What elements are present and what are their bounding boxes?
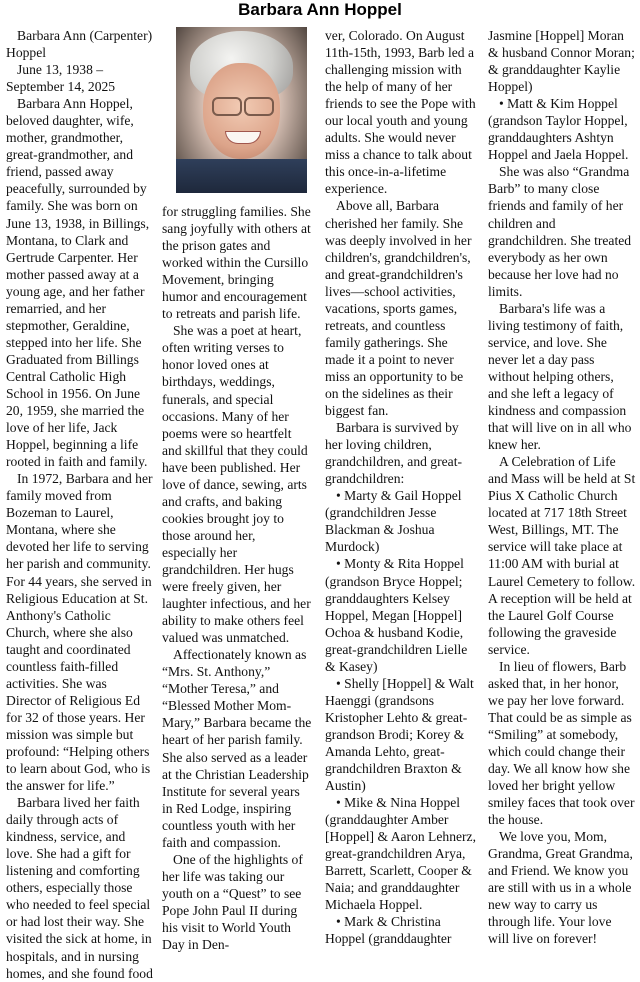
paragraph: She was a poet at heart, often writing verses to honor loved ones at birthdays, weddings, funerals, and special occasions. Many of her poems were so heartfelt and skillful that they could have been published. Her love of dance, sewing, arts and crafts, and baking cookies brought joy to those around her, especially her grandchildren. Her hugs were freely given, her laughter infectious, and her ability to make others feel valued was unmatched. (162, 323, 311, 646)
paragraph: She was also “Grandma Barb” to many close friends and family of her children and grandchildren. She treated everybody as her own because her love had no limits. (488, 164, 632, 299)
portrait-glasses-left (212, 97, 242, 116)
paragraph: Affectionately known as “Mrs. St. Anthony,” “Mother Teresa,” and “Blessed Mother Mom-Mary,” Barbara became the heart of her parish family. She also served as a leader at the Christian Leadership Institute for several years in Red Lodge, inspiring countless youth with her faith and compassion. (162, 647, 312, 850)
survivor-list-item: Jasmine [Hoppel] Moran & husband Connor Moran; & granddaughter Kaylie Hoppel) (488, 28, 635, 95)
portrait-photo (176, 27, 307, 193)
obituary-title: Barbara Ann Hoppel (238, 0, 402, 19)
column-3 (325, 27, 477, 948)
survivor-list-item: • Mark & Christina Hoppel (granddaughter (325, 914, 452, 947)
column-2 (162, 203, 312, 953)
paragraph: Barbara is survived by her loving children, grandchildren, and great-grandchildren: (325, 420, 463, 487)
paragraph: One of the highlights of her life was taking our youth on a “Quest” to see Pope John Paul II during his visit to World Youth Day in Den- (162, 851, 303, 953)
paragraph: Above all, Barbara cherished her family. She was deeply involved in her children's, grandchildren's, and great-grandchildren's lives—school activities, vacations, sports games, retreats, and countless family gatherings. She made it a point to never miss an opportunity to be on the sidelines as their biggest fan. (325, 198, 472, 419)
portrait-glasses-right (244, 97, 274, 116)
survivor-list-item: • Mike & Nina Hoppel (granddaughter Amber [Hoppel] & Aaron Lehnerz, great-grandchildren Arya, Barrett, Scarlett, Cooper & Naia; and granddaughter Michaela Hoppel. (325, 795, 476, 913)
column-1 (6, 27, 154, 982)
portrait-shirt (176, 159, 307, 193)
survivor-list-item: • Matt & Kim Hoppel (grandson Taylor Hoppel, granddaughters Ashtyn Hoppel and Jaela Hoppel. (488, 96, 629, 163)
paragraph: Barbara lived her faith daily through acts of kindness, service, and love. She had a gift for listening and comforting others, especially those who needed to feel special or had lost their way. She visited the sick at home, in hospitals, and in nursing homes, and she found food (6, 795, 153, 981)
paragraph: for struggling families. She sang joyfully with others at the prison gates and worked within the Cursillo Movement, bringing humor and encouragement to retreats and parish life. (162, 204, 311, 322)
paragraph: In 1972, Barbara and her family moved from Bozeman to Laurel, Montana, where she devoted her life to serving her parish and community. For 44 years, she served in Religious Education at St. Anthony's Catholic Church, where she also taught and coordinated countless faith-filled activities. She was Director of Religious Ed for 32 of those years. Her mission was simple but profound: “Helping others to learn about God, who is the answer for life.” (6, 471, 153, 794)
survivor-list-item: • Monty & Rita Hoppel (grandson Bryce Hoppel; granddaughters Kelsey Hoppel, Megan [Hoppel] Ochoa & husband Kodie, great-grandchildren Lielle & Kasey) (325, 556, 468, 674)
survivor-list-item: • Shelly [Hoppel] & Walt Haenggi (grandsons Kristopher Lehto & great-grandson Brodi; Korey & Amanda Lehto, great-grandchildren Braxton & Austin) (325, 675, 474, 794)
paragraph: In lieu of flowers, Barb asked that, in her honor, we pay her love forward. That could be as simple as “Smiling” at somebody, which could change their day. We all know how she loved her bright yellow smiley faces that took over the house. (488, 658, 635, 828)
paragraph: ver, Colorado. On August 11th-15th, 1993, Barb led a challenging mission with the help of many of her friends to see the Pope with our local youth and young adults. She would never miss a chance to talk about this once-in-a-lifetime experience. (325, 28, 476, 197)
life-dates: June 13, 1938 – September 14, 2025 (6, 62, 116, 95)
closing-paragraph: We love you, Mom, Grandma, Great Grandma, and Friend. We know you are still with us in a whole new way to carry us through life. Your love will live on forever! (488, 829, 633, 947)
service-details: A Celebration of Life and Mass will be held at St Pius X Catholic Church located at 717 18th Street West, Billings, MT. The service will take place at 11:00 AM with burial at Laurel Cemetery to follow. A reception will be held at the Laurel Golf Course following the graveside service. (488, 454, 636, 657)
survivor-list-item: • Marty & Gail Hoppel (grandchildren Jesse Blackman & Joshua Murdock) (325, 488, 462, 555)
paragraph: Barbara's life was a living testimony of faith, service, and love. She never let a day pass without helping others, and she left a legacy of kindness and compassion that will live on in all who knew her. (488, 300, 632, 453)
column-4 (488, 27, 636, 948)
paragraph: Barbara Ann Hoppel, beloved daughter, wife, mother, grandmother, great-grandmother, and friend, passed away peacefully, surrounded by family. She was born on June 13, 1938, in Billings, Montana, to Clark and Gertrude Carpenter. Her mother passed away at a young age, and her father remarried, and her stepmother, Geraldine, stepped into her life. She Graduated from Billings Central Catholic High School in 1956. On June 20, 1959, she married the love of her life, Jack Hoppel, beginning a life rooted in faith and family. (6, 96, 150, 470)
subject-name: Barbara Ann (Carpenter) Hoppel (6, 28, 153, 61)
